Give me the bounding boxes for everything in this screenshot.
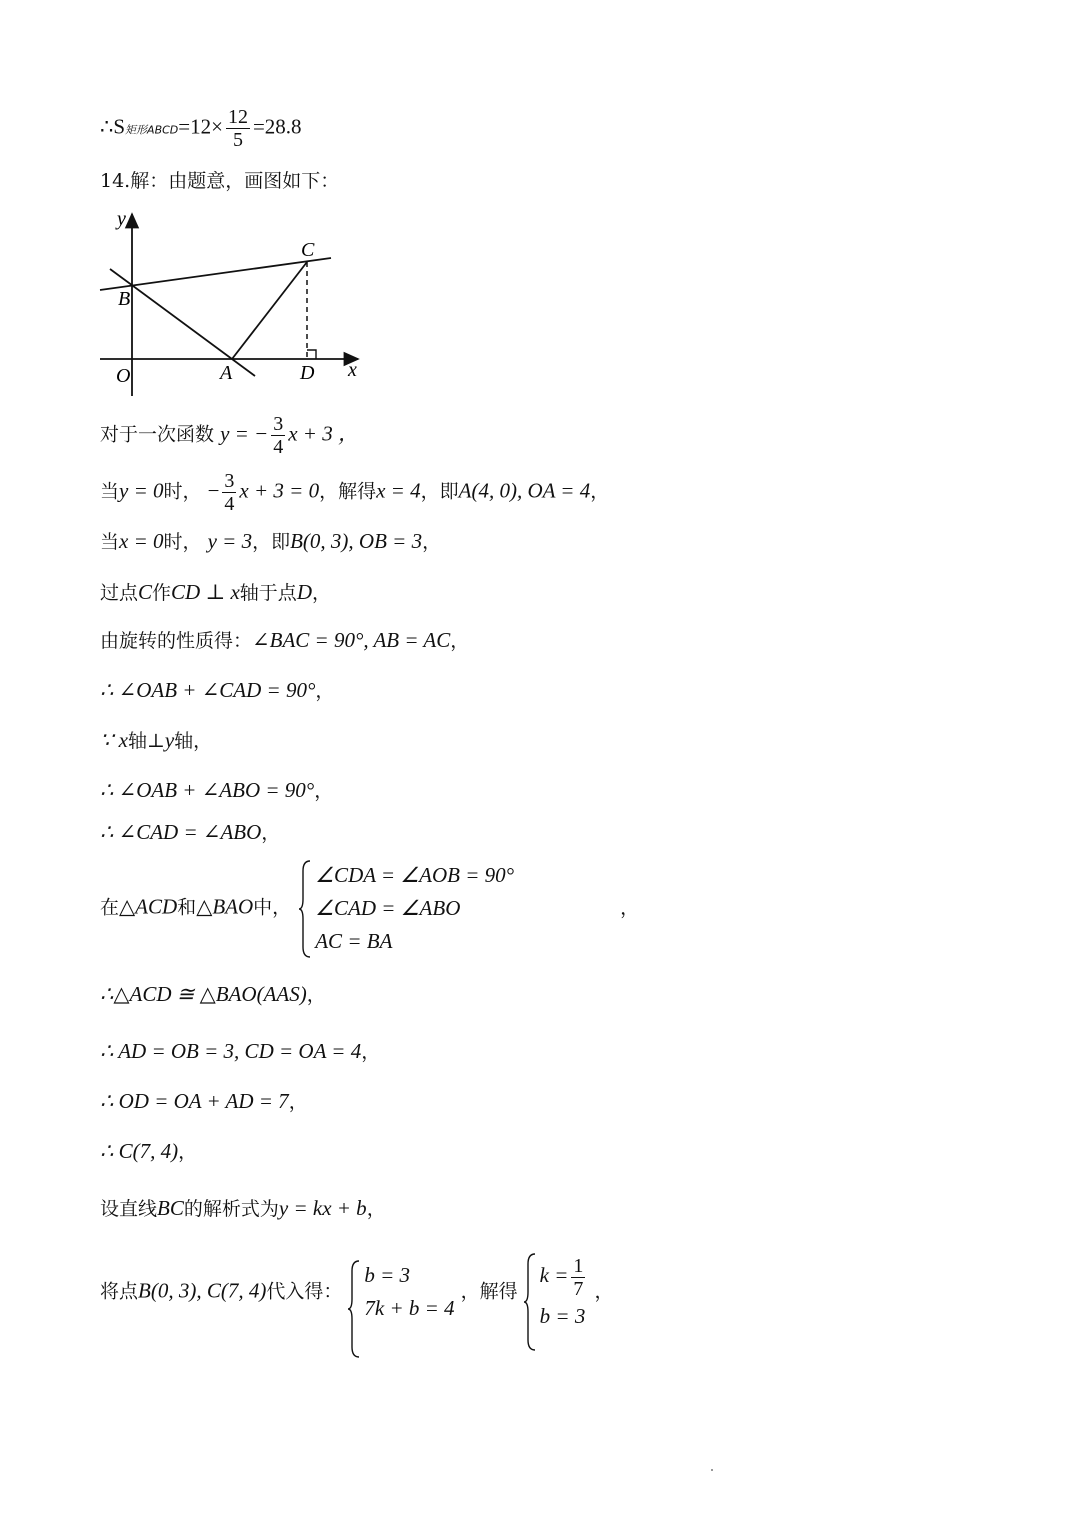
congruence-system-line: 在△ACD和△BAO中， ∠CDA = ∠AOB = 90° ∠CAD = ∠ABO AC = BA ，	[100, 859, 639, 958]
axes-perpendicular-line: ∵ x轴⊥y轴，	[100, 728, 213, 752]
x-zero-line: 当x = 0时， y = 3，即B(0, 3), OB = 3，	[100, 529, 442, 553]
angle-sum-line-1: ∴ ∠OAB + ∠CAD = 90°，	[100, 678, 335, 702]
fraction-3-4: $\frac{3}{4}$	[273, 413, 284, 458]
coordinate-figure	[96, 204, 372, 400]
equation-system-solution: k = $\frac{1}{7}$ b = 3	[524, 1252, 589, 1333]
fraction-3-4-b: $\frac{3}{4}$	[224, 470, 235, 515]
solve-system-line: 将点B(0, 3), C(7, 4)代入得： b = 3 7k + b = 4 ，解得 k = $\frac{1}{7}$ b = 3 ，	[100, 1252, 613, 1333]
label-y: y	[117, 208, 126, 230]
perpendicular-line: 过点C作CD ⊥ x轴于点D，	[100, 580, 331, 604]
line-bc-setup: 设直线BC的解析式为y = kx + b，	[100, 1196, 386, 1220]
rotation-property-line: 由旋转的性质得：∠BAC = 90°, AB = AC，	[100, 628, 470, 652]
page-speck	[711, 1469, 713, 1471]
line-bc	[100, 258, 331, 290]
equation-system-congruence: ∠CDA = ∠AOB = 90° ∠CAD = ∠ABO AC = BA	[299, 859, 514, 958]
label-b: B	[118, 288, 131, 310]
label-o: O	[116, 365, 131, 387]
left-brace-icon	[348, 1259, 360, 1359]
function-line: 对于一次函数 y = − $\frac{3}{4}$ x + 3 ，	[100, 413, 359, 458]
y-zero-line: 当y = 0时， − $\frac{3}{4}$ x + 3 = 0，解得x = 4，即A(4, 0), OA = 4，	[100, 470, 610, 515]
label-a: A	[220, 362, 233, 384]
angle-sum-line-2: ∴ ∠OAB + ∠ABO = 90°，	[100, 778, 334, 802]
od-line: ∴ OD = OA + AD = 7，	[100, 1089, 308, 1113]
fraction-12-5: $\frac{12}{5}$	[227, 106, 248, 151]
right-angle-mark	[307, 350, 316, 359]
problem-heading: 14.解：由题意，画图如下：	[100, 170, 340, 192]
equation-system-bc: b = 3 7k + b = 4	[348, 1259, 454, 1325]
label-d: D	[300, 362, 315, 384]
point-c-line: ∴ C(7, 4)，	[100, 1139, 198, 1163]
congruent-line: ∴△ACD ≅ △BAO(AAS)，	[100, 982, 326, 1006]
left-brace-icon	[299, 859, 311, 959]
angle-equal-line: ∴ ∠CAD = ∠ABO，	[100, 820, 281, 844]
left-brace-icon	[524, 1252, 536, 1352]
label-c: C	[301, 239, 315, 261]
segment-ac	[232, 262, 307, 359]
segment-equal-line: ∴ AD = OB = 3, CD = OA = 4，	[100, 1039, 381, 1063]
area-result-line: ∴S矩形ABCD=12× $\frac{12}{5}$ =28.8	[100, 106, 302, 151]
label-x: x	[348, 359, 357, 381]
